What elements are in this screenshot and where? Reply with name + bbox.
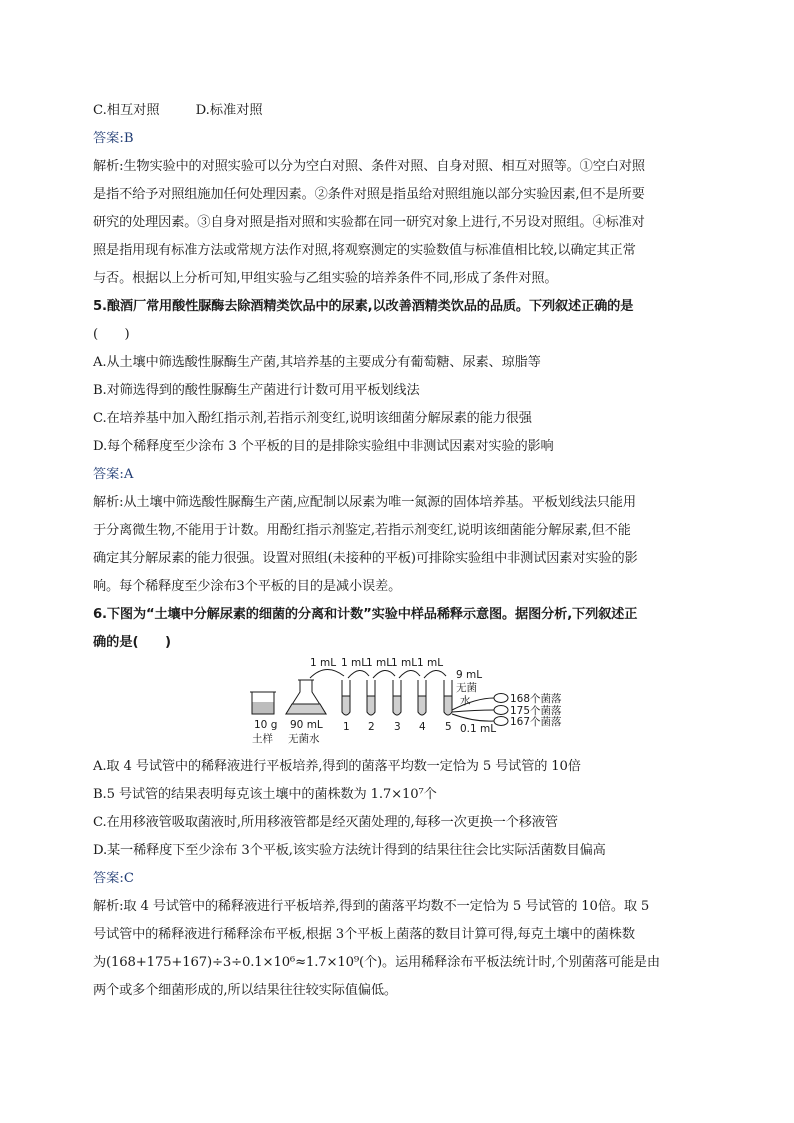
q5-stem-bracket: ( ) (93, 327, 130, 342)
q5-option-b: B.对筛选得到的酸性脲酶生产菌进行计数可用平板划线法 (93, 383, 420, 398)
colony-count-label: 175个菌落 (510, 705, 562, 717)
tube-number: 2 (368, 721, 375, 733)
q5-option-c: C.在培养基中加入酚红指示剂,若指示剂变红,说明该细菌分解尿素的能力很强 (93, 411, 532, 426)
q6-explanation-line: 为(168+175+167)÷3÷0.1×10⁶≈1.7×10⁹(个)。运用稀释涂布平板法统计时,个别菌落可能是由 (93, 955, 660, 970)
test-tubes (342, 680, 452, 715)
q5-stem: 5.酿酒厂常用酸性脲酶去除酒精类饮品中的尿素,以改善酒精类饮品的品质。下列叙述正确的是 (93, 299, 634, 314)
petri-dish-icon (494, 694, 508, 726)
q6-option-b: B.5 号试管的结果表明每克该土壤中的菌株数为 1.7×10⁷个 (93, 787, 437, 802)
tube-number: 5 (445, 721, 452, 733)
flask-icon (286, 680, 326, 714)
q4-options-row (93, 100, 733, 128)
flask-water-label: 无菌水 (288, 733, 320, 745)
flask-volume-label: 90 mL (290, 719, 323, 731)
q4-option-d: D.标准对照 (195, 103, 263, 118)
q5-answer: 答案:A (93, 467, 134, 482)
q6-stem: 6.下图为“土壤中分解尿素的细菌的分离和计数”实验中样品稀释示意图。据图分析,下列叙述正 (93, 607, 638, 622)
q4-option-c: C.相互对照 (93, 103, 160, 118)
q4-explanation-line: 照是指用现有标准方法或常规方法作对照,将观察测定的实验数值与标准值相比较,以确定其正常 (93, 243, 636, 258)
transfer-volume-label: 1 mL (391, 657, 418, 669)
q6-stem-continued: 确的是( ) (93, 635, 171, 650)
q6-option-d: D.某一稀释度下至少涂布 3个平板,该实验方法统计得到的结果往往会比实际活菌数目偏高 (93, 843, 606, 858)
q6-answer: 答案:C (93, 871, 134, 886)
q6-option-a: A.取 4 号试管中的稀释液进行平板培养,得到的菌落平均数一定恰为 5 号试管的 10倍 (93, 759, 581, 774)
q5-option-d: D.每个稀释度至少涂布 3 个平板的目的是排除实验组中非测试因素对实验的影响 (93, 439, 554, 454)
q4-explanation-line: 是指不给予对照组施加任何处理因素。②条件对照是指虽给对照组施以部分实验因素,但不是所要 (93, 187, 645, 202)
q4-explanation-line: 与否。根据以上分析可知,甲组实验与乙组实验的培养条件不同,形成了条件对照。 (93, 271, 558, 286)
beaker-icon (250, 692, 276, 714)
q5-explanation-line: 确定其分解尿素的能力很强。设置对照组(未接种的平板)可排除实验组中非测试因素对实验的影 (93, 551, 638, 566)
dilution-diagram (93, 657, 733, 756)
soil-sample-label: 土样 (252, 733, 273, 745)
q6-option-c: C.在用移液管吸取菌液时,所用移液管都是经灭菌处理的,每移一次更换一个移液管 (93, 815, 558, 830)
soil-mass-label: 10 g (254, 719, 278, 731)
q4-explanation-line: 解析:生物实验中的对照实验可以分为空白对照、条件对照、自身对照、相互对照等。①空白对照 (93, 159, 645, 174)
tube-water-label: 水 (460, 695, 471, 707)
transfer-volume-label: 1 mL (341, 657, 368, 669)
tube-number: 1 (343, 721, 350, 733)
tube-water-label: 无菌 (456, 682, 477, 694)
transfer-volume-label: 1 mL (417, 657, 444, 669)
q6-explanation-line: 号试管中的稀释液进行稀释涂布平板,根据 3个平板上菌落的数目计算可得,每克土壤中的菌株数 (93, 927, 635, 942)
tube-water-volume-label: 9 mL (456, 669, 483, 681)
dilution-diagram-svg (248, 657, 562, 754)
q5-option-a: A.从土壤中筛选酸性脲酶生产菌,其培养基的主要成分有葡萄糖、尿素、琼脂等 (93, 355, 541, 370)
transfer-arrows (310, 669, 446, 678)
q6-explanation-line: 解析:取 4 号试管中的稀释液进行平板培养,得到的菌落平均数不一定恰为 5 号试管的 10倍。取 5 (93, 899, 650, 914)
q4-answer: 答案:B (93, 131, 134, 146)
tube-number: 3 (394, 721, 401, 733)
tube-number: 4 (419, 721, 426, 733)
transfer-volume-label: 1 mL (310, 657, 337, 669)
plating-volume-label: 0.1 mL (460, 723, 497, 735)
plating-arrows (452, 698, 494, 721)
colony-count-label: 168个菌落 (510, 693, 562, 705)
q4-explanation-line: 研究的处理因素。③自身对照是指对照和实验都在同一研究对象上进行,不另设对照组。④标准对 (93, 215, 645, 230)
q5-explanation-line: 解析:从土壤中筛选酸性脲酶生产菌,应配制以尿素为唯一氮源的固体培养基。平板划线法只能用 (93, 495, 636, 510)
transfer-volume-label: 1 mL (366, 657, 393, 669)
q6-explanation-line: 两个或多个细菌形成的,所以结果往往较实际值偏低。 (93, 983, 397, 998)
q5-explanation-line: 于分离微生物,不能用于计数。用酚红指示剂鉴定,若指示剂变红,说明该细菌能分解尿素,但不能 (93, 523, 631, 538)
colony-count-label: 167个菌落 (510, 716, 562, 728)
q5-explanation-line: 响。每个稀释度至少涂布3个平板的目的是减小误差。 (93, 579, 402, 594)
document-content (93, 100, 733, 1008)
